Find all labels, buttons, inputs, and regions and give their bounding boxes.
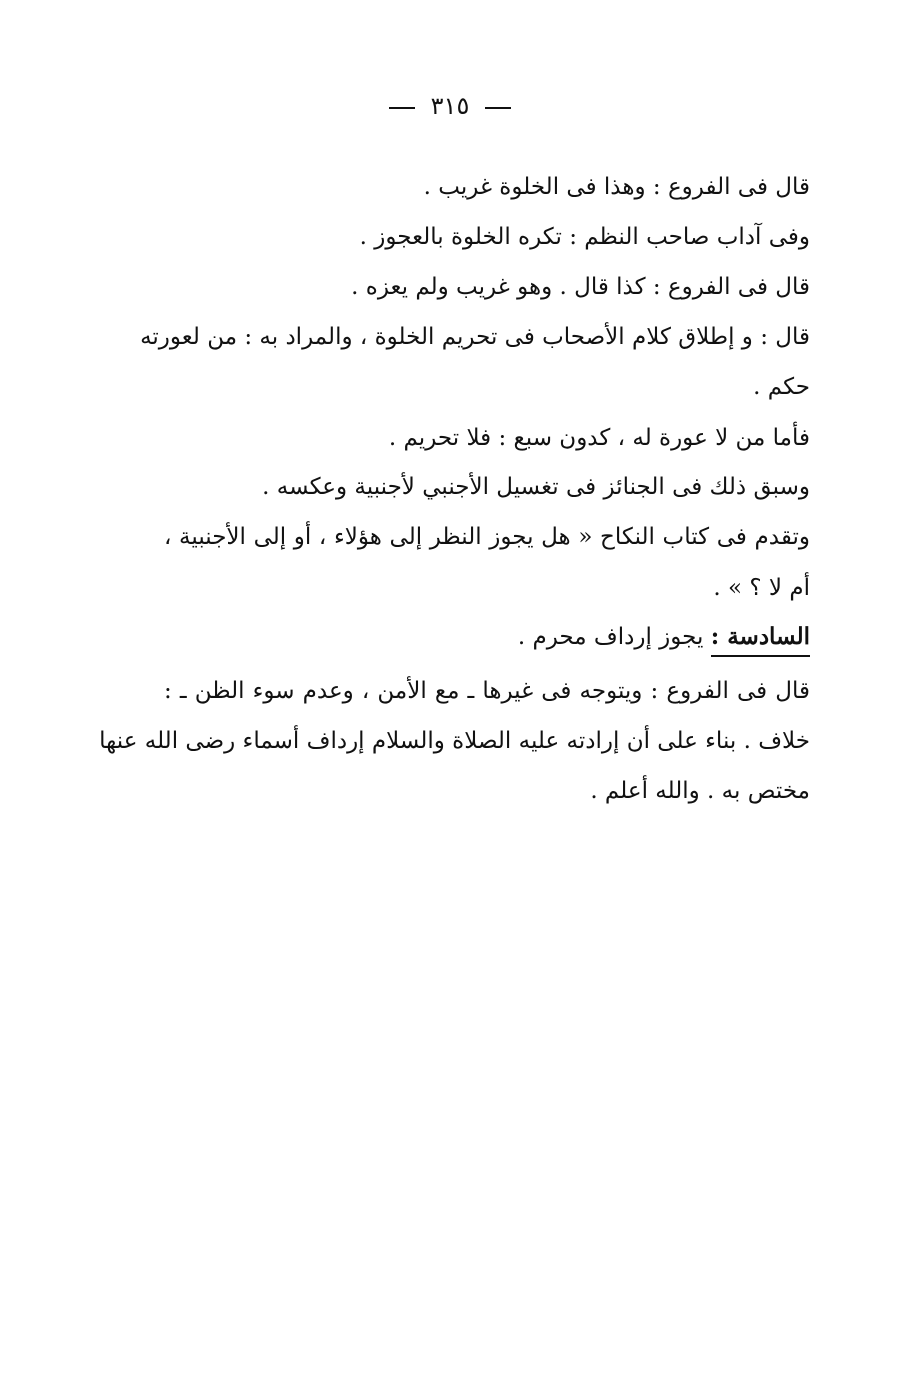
text-line-7: وسبق ذلك فى الجنائز فى تغسيل الأجنبي لأجنبية وعكسه . <box>262 474 810 500</box>
text-line-6: فأما من لا عورة له ، كدون سبع : فلا تحريم . <box>388 425 810 451</box>
section-heading-line <box>518 622 810 657</box>
text-line-5: حكم . <box>753 374 810 400</box>
text-line-1: قال فى الفروع : وهذا فى الخلوة غريب . <box>423 174 810 200</box>
section-heading: السادسة : <box>711 622 810 657</box>
text-line-12: خلاف . بناء على أن إرادته عليه الصلاة والسلام إرداف أسماء رضى الله عنها <box>99 728 810 754</box>
text-line-11: قال فى الفروع : ويتوجه فى غيرها ـ مع الأمن ، وعدم سوء الظن ـ : <box>164 678 810 704</box>
text-line-3: قال فى الفروع : كذا قال . وهو غريب ولم يعزه . <box>351 274 810 300</box>
section-heading-text: يجوز إرداف محرم . <box>517 624 704 650</box>
text-line-13: مختص به . والله أعلم . <box>590 778 810 804</box>
page-number-value: ٣١٥ <box>430 92 470 120</box>
text-line-2: وفى آداب صاحب النظم : تكره الخلوة بالعجوز . <box>359 224 810 250</box>
text-line-4: قال : و إطلاق كلام الأصحاب فى تحريم الخلوة ، والمراد به : من لعورته <box>140 324 810 350</box>
page-number-dash-right <box>485 107 511 109</box>
text-line-8: وتقدم فى كتاب النكاح « هل يجوز النظر إلى هؤلاء ، أو إلى الأجنبية ، <box>164 524 810 550</box>
page-number-dash-left <box>389 107 415 109</box>
page-number <box>0 92 900 120</box>
text-line-9: أم لا ؟ » . <box>713 575 810 601</box>
